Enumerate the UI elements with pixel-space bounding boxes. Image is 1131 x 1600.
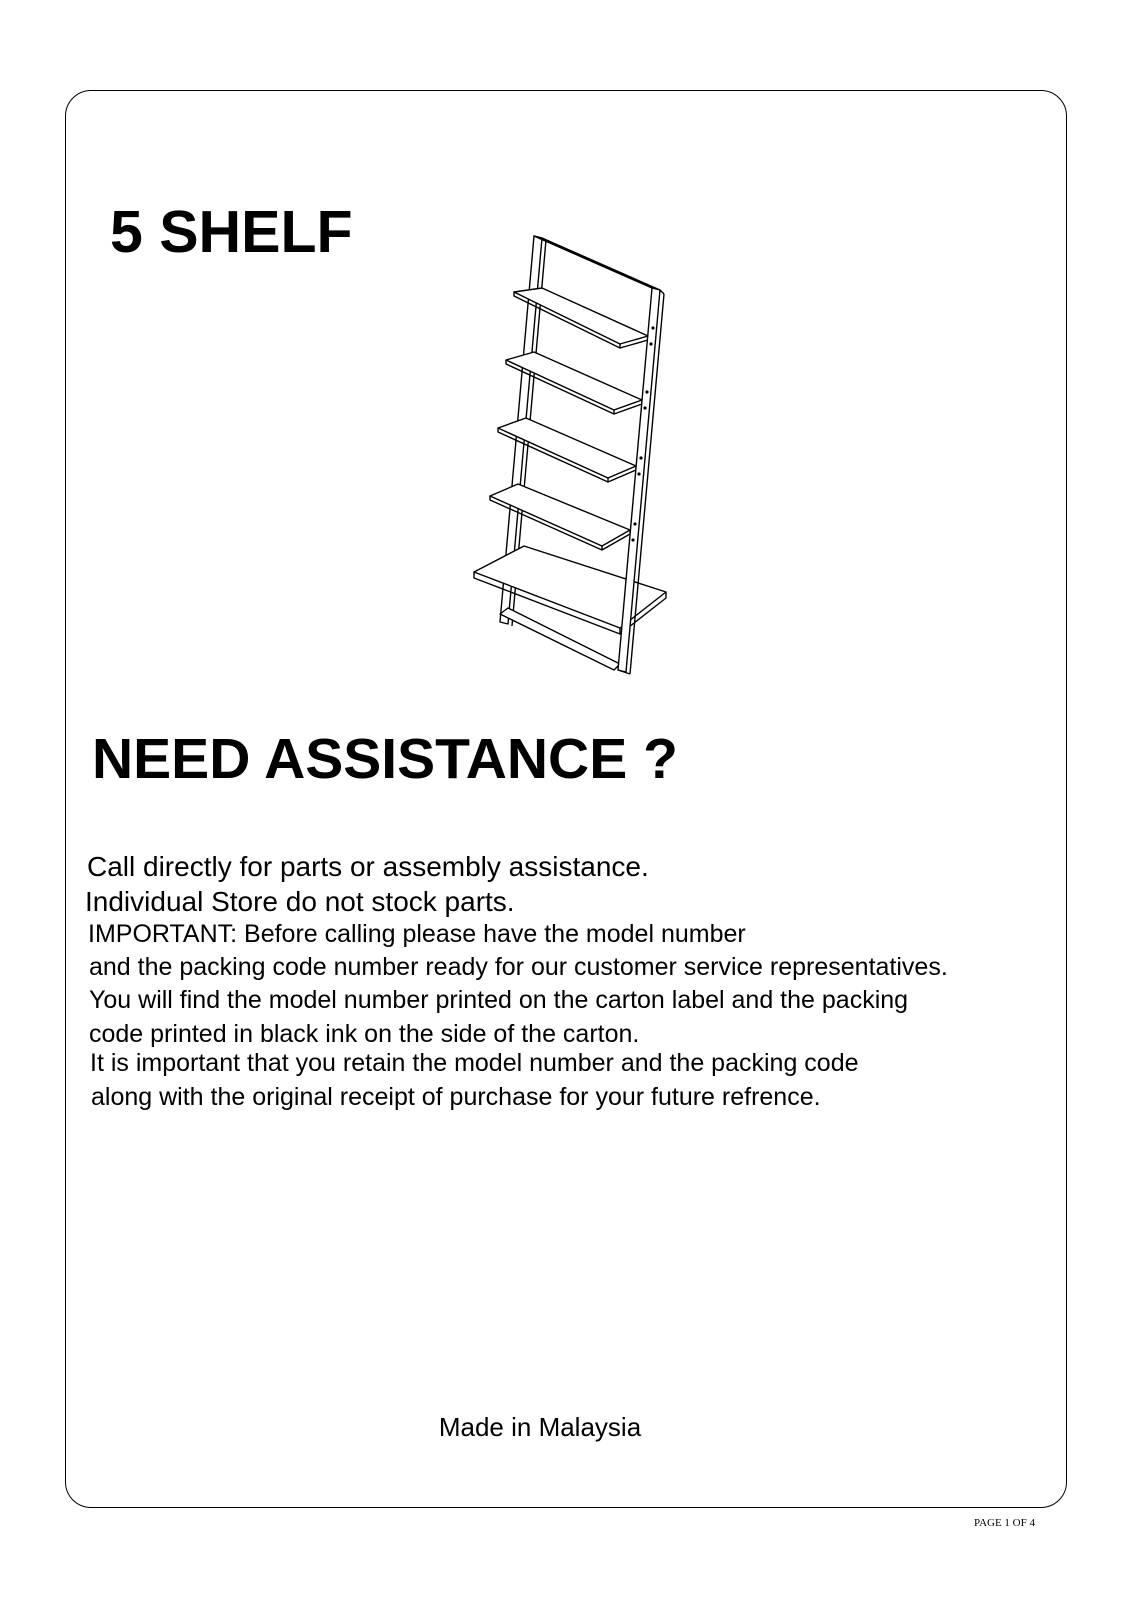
body-line-5: You will find the model number printed on the carton label and the packing — [89, 986, 909, 1014]
product-title: 5 SHELF — [110, 199, 353, 265]
body-line-7: It is important that you retain the model number and the packing code — [90, 1049, 859, 1077]
body-line-1: Call directly for parts or assembly assistance. — [87, 851, 649, 882]
body-line-3: IMPORTANT: Before calling please have the model number — [88, 920, 746, 948]
body-line-8: along with the original receipt of purchase for your future refrence. — [91, 1083, 821, 1111]
body-line-2: Individual Store do not stock parts. — [85, 886, 515, 917]
assistance-heading: NEED ASSISTANCE ? — [92, 727, 678, 791]
ladder-shelf-illustration — [470, 232, 690, 692]
made-in-label: Made in Malaysia — [438, 1412, 642, 1442]
top-bar — [534, 236, 660, 290]
body-line-4: and the packing code number ready for our customer service representatives. — [89, 953, 948, 981]
page-number: PAGE 1 OF 4 — [973, 1517, 1035, 1529]
body-line-6: code printed in black ink on the side of the carton. — [89, 1020, 640, 1048]
